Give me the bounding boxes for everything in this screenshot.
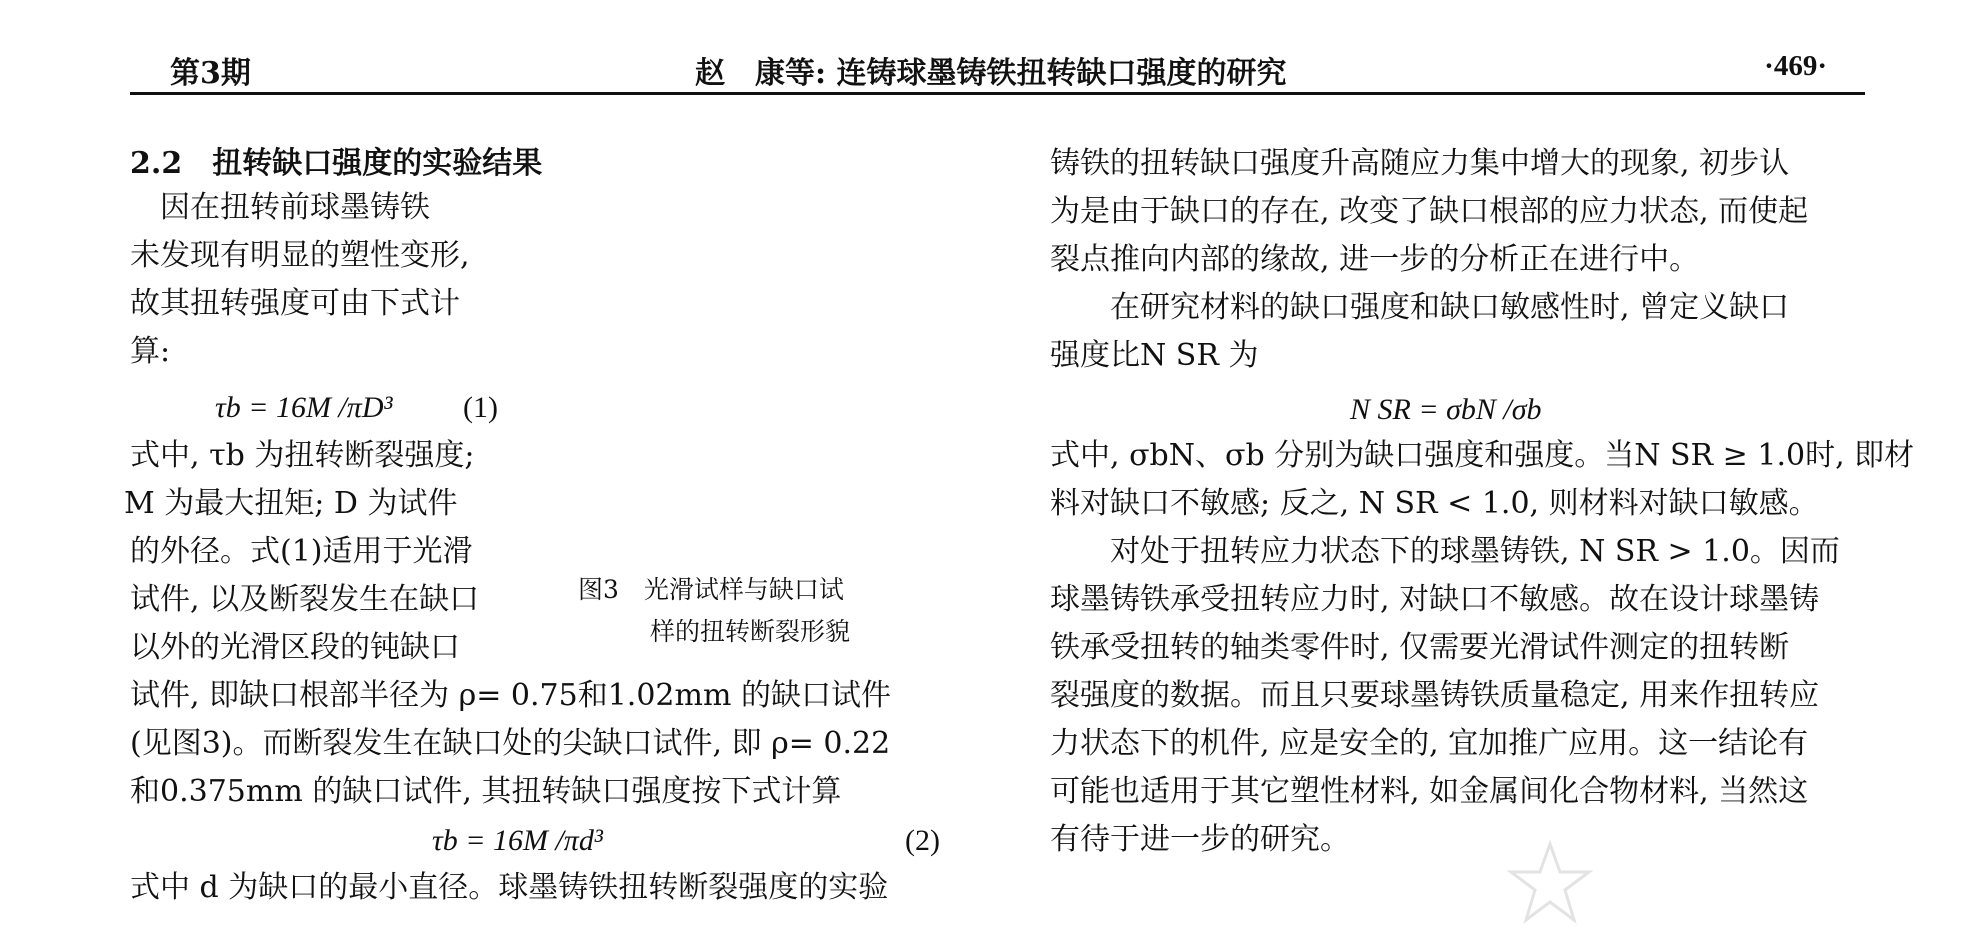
running-title: 赵 康等: 连铸球墨铸铁扭转缺口强度的研究 bbox=[695, 56, 1287, 91]
figure-caption-line-2: 样的扭转断裂形貌 bbox=[650, 617, 851, 646]
body-line: 试件, 以及断裂发生在缺口 bbox=[130, 582, 480, 617]
body-line: 强度比N SR 为 bbox=[1050, 338, 1259, 373]
equation-2-number: (2) bbox=[905, 824, 940, 857]
body-line: 球墨铸铁承受扭转应力时, 对缺口不敏感。故在设计球墨铸 bbox=[1050, 582, 1820, 617]
figure-caption-line-1: 图3 光滑试样与缺口试 bbox=[578, 575, 844, 604]
equation-1-number: (1) bbox=[463, 391, 498, 424]
issue-number: 第3期 bbox=[170, 56, 251, 91]
body-line: 有待于进一步的研究。 bbox=[1050, 822, 1350, 857]
body-line: 铁承受扭转的轴类零件时, 仅需要光滑试件测定的扭转断 bbox=[1050, 630, 1790, 665]
body-line: M 为最大扭矩; D 为试件 bbox=[124, 486, 458, 521]
body-line: 未发现有明显的塑性变形, bbox=[130, 238, 470, 273]
body-line: 料对缺口不敏感; 反之, N SR < 1.0, 则材料对缺口敏感。 bbox=[1050, 486, 1819, 521]
body-line: 力状态下的机件, 应是安全的, 宜加推广应用。这一结论有 bbox=[1050, 726, 1809, 761]
section-heading: 2.2 扭转缺口强度的实验结果 bbox=[130, 146, 543, 181]
body-line: 故其扭转强度可由下式计 bbox=[130, 286, 460, 321]
body-line: 可能也适用于其它塑性材料, 如金属间化合物材料, 当然这 bbox=[1050, 774, 1809, 809]
body-line: 在研究材料的缺口强度和缺口敏感性时, 曾定义缺口 bbox=[1050, 290, 1790, 325]
body-line: 铸铁的扭转缺口强度升高随应力集中增大的现象, 初步认 bbox=[1050, 146, 1790, 181]
body-line: 为是由于缺口的存在, 改变了缺口根部的应力状态, 而使起 bbox=[1050, 194, 1809, 229]
body-line: 式中, τb 为扭转断裂强度; bbox=[130, 438, 475, 473]
page-number: ·469· bbox=[1764, 50, 1827, 82]
body-line: 试件, 即缺口根部半径为 ρ= 0.75和1.02mm 的缺口试件 bbox=[130, 678, 891, 713]
watermark-star-icon bbox=[1505, 838, 1595, 928]
body-line: 以外的光滑区段的钝缺口 bbox=[130, 630, 460, 665]
equation-2: τb = 16M /πd³ bbox=[432, 824, 603, 857]
body-line: 裂强度的数据。而且只要球墨铸铁质量稳定, 用来作扭转应 bbox=[1050, 678, 1820, 713]
body-line: 的外径。式(1)适用于光滑 bbox=[130, 534, 473, 569]
body-line: 裂点推向内部的缘故, 进一步的分析正在进行中。 bbox=[1050, 242, 1700, 277]
body-line: 算: bbox=[130, 334, 171, 369]
body-line: 对处于扭转应力状态下的球墨铸铁, N SR > 1.0。因而 bbox=[1050, 534, 1840, 569]
body-line: 式中 d 为缺口的最小直径。球墨铸铁扭转断裂强度的实验 bbox=[130, 870, 889, 905]
body-line: (见图3)。而断裂发生在缺口处的尖缺口试件, 即 ρ= 0.22 bbox=[130, 726, 891, 761]
body-line: 和0.375mm 的缺口试件, 其扭转缺口强度按下式计算 bbox=[130, 774, 842, 809]
running-header bbox=[130, 42, 1865, 94]
body-line: 式中, σbN、σb 分别为缺口强度和强度。当N SR ≥ 1.0时, 即材 bbox=[1050, 438, 1915, 473]
equation-1: τb = 16M /πD³ bbox=[215, 391, 393, 424]
header-rule bbox=[130, 92, 1865, 95]
body-line: 因在扭转前球墨铸铁 bbox=[130, 190, 430, 225]
nsr-equation: N SR = σbN /σb bbox=[1350, 393, 1542, 426]
